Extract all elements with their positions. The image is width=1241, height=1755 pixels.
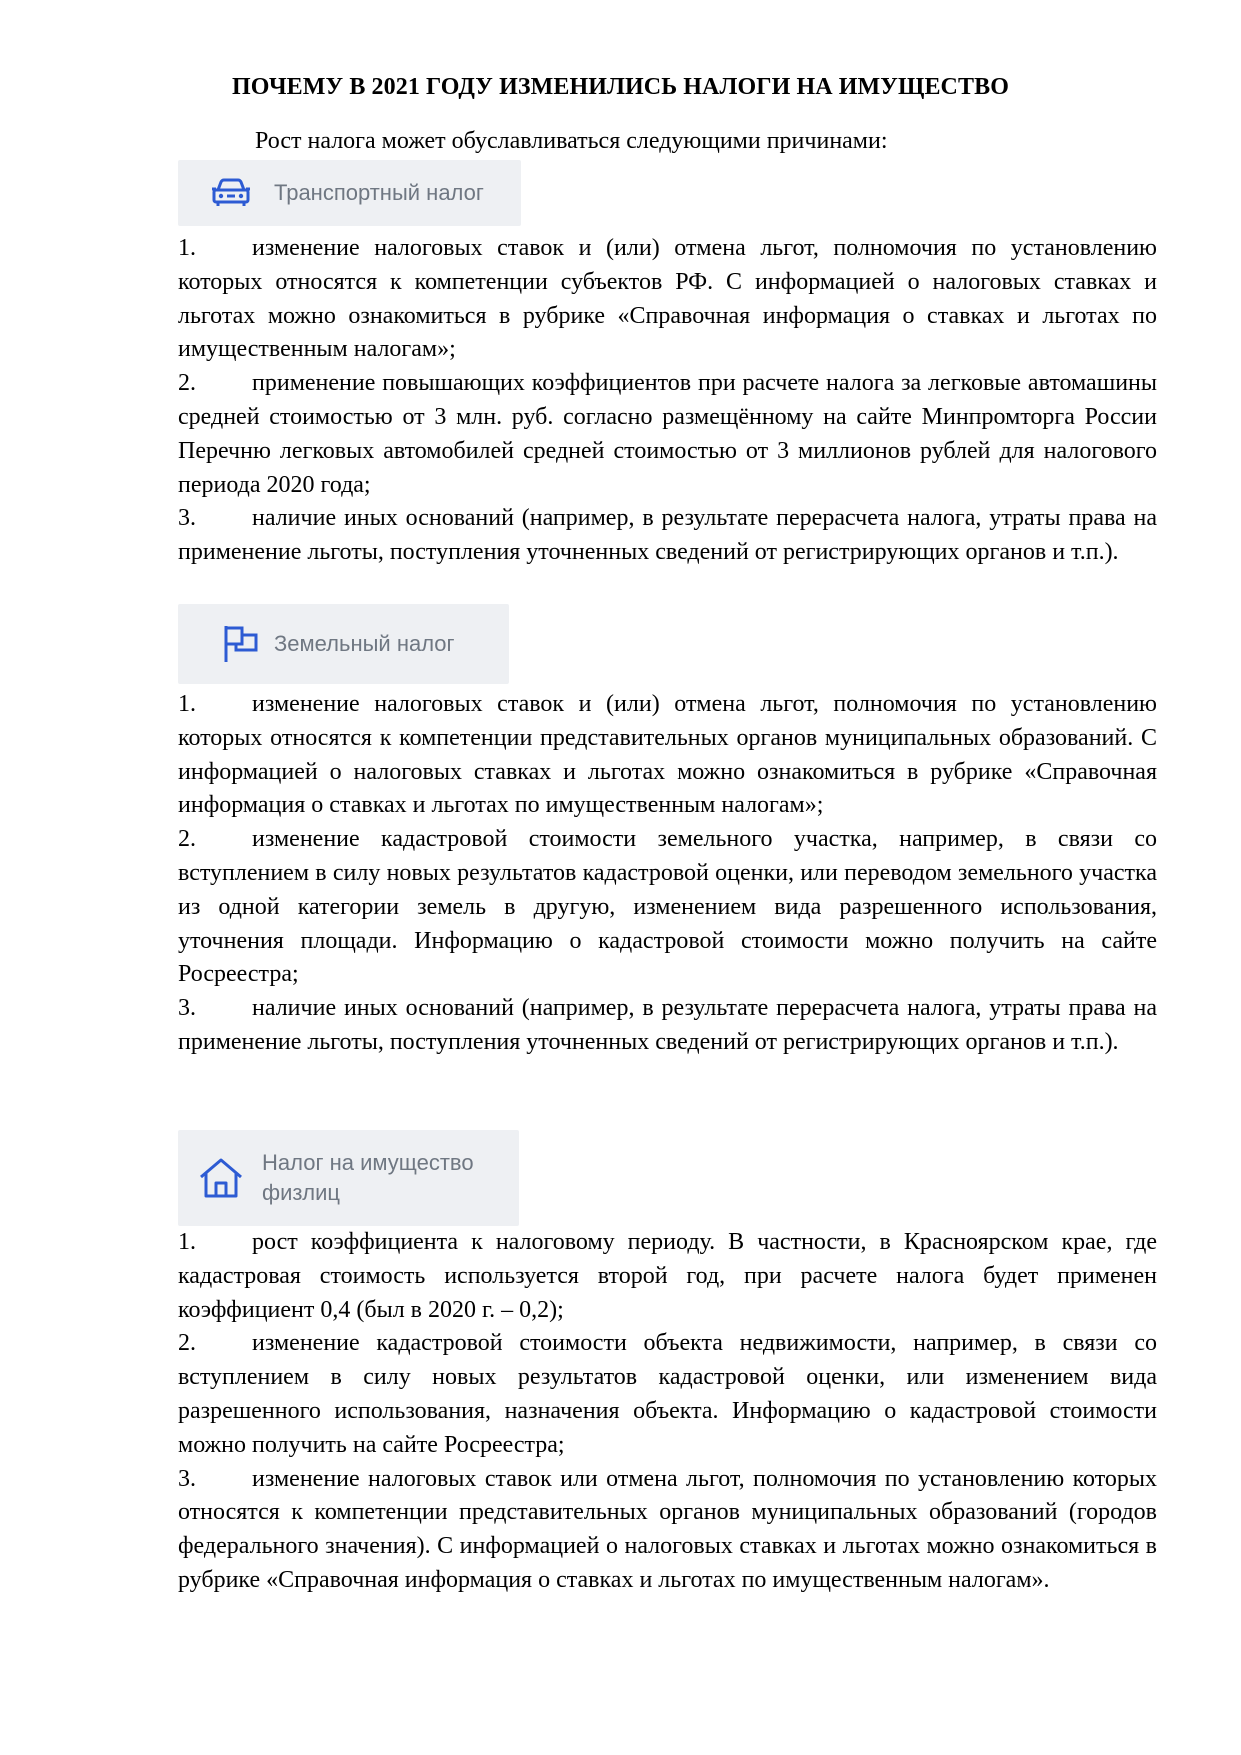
list-item: 3. наличие иных оснований (например, в результате перерасчета налога, утраты права на применение льготы, поступления уточненных сведений от регистрирующих органов и т.п.). bbox=[178, 995, 1157, 1055]
list-item: 3. наличие иных оснований (например, в результате перерасчета налога, утраты права на применение льготы, поступления уточненных сведений от регистрирующих органов и т.п.). bbox=[178, 505, 1157, 566]
car-icon bbox=[200, 177, 262, 209]
flag-icon bbox=[212, 624, 270, 664]
property-tax-list bbox=[178, 1226, 1157, 1598]
list-item: 1. рост коэффициента к налоговому периоду. В частности, в Красноярском крае, где кадастровая стоимость используется второй год, при расчете налога будет применен коэффициент 0,4 (был в 2020 г. – 0,2); bbox=[178, 1229, 1157, 1323]
transport-tax-list bbox=[178, 232, 1157, 570]
land-tax-list bbox=[178, 688, 1157, 1060]
list-item: 2. изменение кадастровой стоимости объекта недвижимости, например, в связи со вступлением в силу новых результатов кадастровой оценки, или изменением вида разрешенного использования, назначения объекта. Информацию о кадастровой стоимости можно получить на сайте Росреестра; bbox=[178, 1330, 1157, 1458]
land-tax-label: Земельный налог bbox=[274, 631, 455, 656]
property-tax-card bbox=[178, 1130, 519, 1226]
list-item: 3. изменение налоговых ставок или отмена льгот, полномочия по установлению которых относятся к компетенции представительных органов муниципальных образований (городов федерального значения). С информацией о налоговых ставках и льготах можно ознакомиться в рубрике «Справочная информация о ставках и льготах по имущественным налогам». bbox=[178, 1465, 1157, 1593]
transport-tax-card bbox=[178, 160, 521, 226]
list-item: 2. применение повышающих коэффициентов при расчете налога за легковые автомашины средней стоимостью от 3 млн. руб. согласно размещённому на сайте Минпромторга России Перечню легковых автомобилей средней стоимостью от 3 миллионов рублей для налогового периода 2020 года; bbox=[178, 370, 1157, 498]
transport-tax-label: Транспортный налог bbox=[274, 180, 484, 205]
house-icon bbox=[192, 1157, 250, 1199]
list-item: 1. изменение налоговых ставок и (или) отмена льгот, полномочия по установлению которых относятся к компетенции субъектов РФ. С информацией о налоговых ставках и льготах можно ознакомиться в рубрике «Справочная информация о ставках и льготах по имущественным налогам»; bbox=[178, 235, 1157, 363]
intro-text: Рост налога может обуславливаться следующими причинами: bbox=[255, 128, 888, 154]
property-tax-label-line2: физлиц bbox=[262, 1180, 340, 1205]
land-tax-card bbox=[178, 604, 509, 684]
list-item: 2. изменение кадастровой стоимости земельного участка, например, в связи со вступлением в силу новых результатов кадастровой оценки, или переводом земельного участка из одной категории земель в другую, изменением вида разрешенного использования, уточнения площади. Информацию о кадастровой стоимости можно получить на сайте Росреестра; bbox=[178, 826, 1157, 988]
property-tax-label-line1: Налог на имущество bbox=[262, 1150, 474, 1175]
list-item: 1. изменение налоговых ставок и (или) отмена льгот, полномочия по установлению которых относятся к компетенции представительных органов муниципальных образований. С информацией о налоговых ставках и льготах можно ознакомиться в рубрике «Справочная информация о ставках и льготах по имущественным налогам»; bbox=[178, 691, 1157, 819]
page-title: ПОЧЕМУ В 2021 ГОДУ ИЗМЕНИЛИСЬ НАЛОГИ НА ИМУЩЕСТВО bbox=[232, 74, 1009, 100]
